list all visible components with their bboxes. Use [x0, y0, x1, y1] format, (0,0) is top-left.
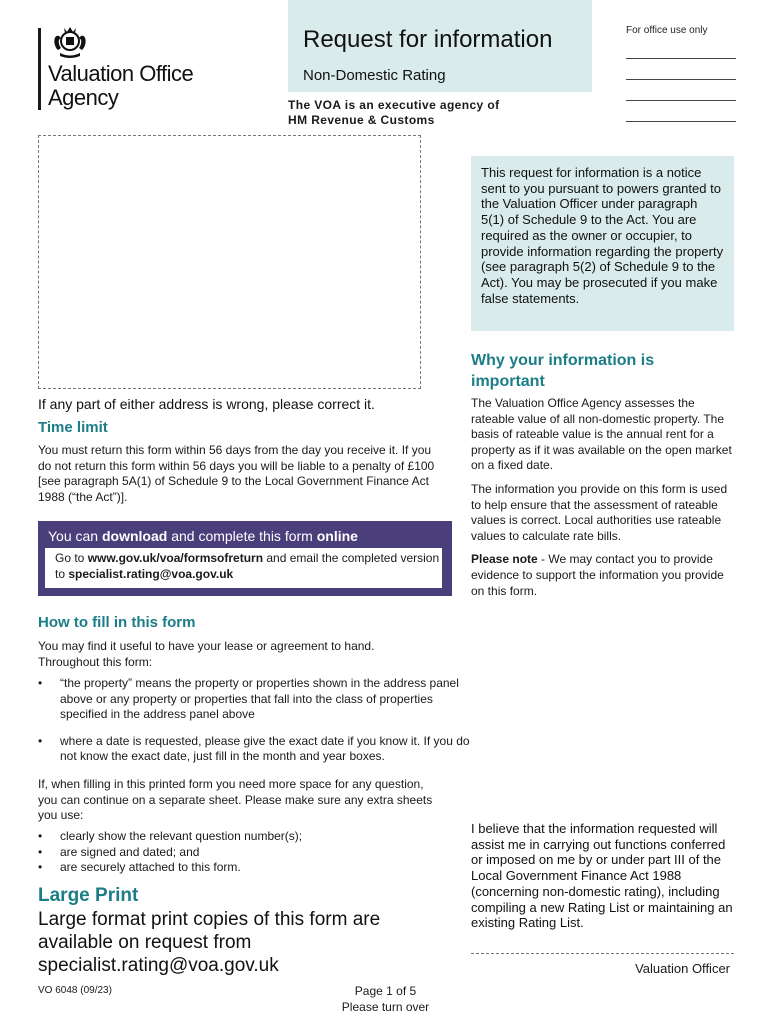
signatory-label: Valuation Officer	[635, 961, 730, 976]
online-download-panel	[38, 521, 452, 596]
voa-logo	[38, 22, 238, 112]
organisation-name-line2: Agency	[48, 85, 119, 110]
why-body	[471, 396, 733, 607]
online-heading-text: and complete this form	[167, 528, 317, 544]
extra-sheets-list	[38, 829, 438, 876]
how-to-intro: You may find it useful to have your lease or agreement to hand. Throughout this form:	[38, 639, 375, 669]
address-correction-text: If any part of either address is wrong, please correct it.	[38, 396, 375, 412]
page-indicator	[318, 983, 453, 1015]
why-paragraph: The Valuation Office Agency assesses the rateable value of all non-domestic property. The basis of rateable value is the annual rent for a property as if it was available on the open market on a fixed date.	[471, 396, 732, 473]
note-text: - We may contact you to provide evidence to support the information you provide on this form.	[471, 552, 724, 598]
email-link[interactable]: specialist.rating@voa.gov.uk	[68, 566, 234, 581]
time-limit-heading: Time limit	[38, 419, 108, 436]
royal-crest-icon	[50, 22, 90, 60]
list-item: • are signed and dated; and	[38, 845, 438, 861]
definitions-list	[38, 676, 473, 776]
why-paragraph: The information you provide on this form is used to help ensure that the assessment of rateable values is correct. Local authorities use rateable values to calculate rate bills.	[471, 481, 728, 543]
agency-statement	[288, 98, 500, 128]
form-title: Request for information	[303, 26, 553, 53]
agency-line2: HM Revenue & Customs	[288, 113, 435, 127]
belief-statement: I believe that the information requested will assist me in carrying out functions conferred or imposed on me by or under part III of the Local Government Finance Act 1988 (concerning non-domestic rating), including compiling a new Rating List or maintaining an existing Rating List.	[471, 821, 733, 931]
office-use-line[interactable]	[626, 58, 736, 59]
form-code: VO 6048 (09/23)	[38, 985, 112, 996]
online-instructions	[45, 548, 442, 588]
why-heading: Why your information is important	[471, 352, 655, 390]
why-note	[471, 552, 733, 599]
large-print-heading: Large Print	[38, 885, 139, 906]
organisation-name-line1: Valuation Office	[48, 61, 194, 86]
office-use-label: For office use only	[626, 25, 708, 36]
time-limit-text: You must return this form within 56 days from the day you receive it. If you do not return this form within 56 days you will be liable to a penalty of £100 [see paragraph 5A(1) of Schedule 9 to the Local Government Finance Act 1988 (“the Act”)].	[38, 443, 435, 504]
office-use-panel	[626, 25, 736, 122]
how-to-heading: How to fill in this form	[38, 614, 196, 631]
online-heading-download: download	[101, 528, 168, 544]
large-print-text: Large format print copies of this form are available on request from specialist.rating@voa.gov.uk	[38, 909, 381, 976]
list-item: • clearly show the relevant question number(s);	[38, 829, 438, 845]
online-heading-online: online	[316, 528, 358, 544]
agency-line1: The VOA is an executive agency of	[288, 98, 500, 112]
page-number: Page 1 of 5	[354, 984, 417, 998]
turn-over-text: Please turn over	[341, 1000, 430, 1014]
address-panel[interactable]	[38, 135, 421, 389]
organisation-name	[48, 62, 193, 110]
online-download-heading	[48, 528, 452, 544]
online-heading-text: You can	[48, 528, 102, 544]
email-text: and email the completed version to	[55, 551, 440, 581]
list-item: • “the property” means the property or properties shown in the address panel above or any property or properties that fall into the class of properties specified in the address panel above	[38, 676, 473, 723]
logo-bar	[38, 28, 41, 110]
office-use-line[interactable]	[626, 121, 736, 122]
signature-line[interactable]	[471, 953, 734, 954]
list-item: • are securely attached to this form.	[38, 860, 438, 876]
note-label: Please note	[471, 552, 538, 567]
title-panel	[288, 0, 592, 92]
office-use-line[interactable]	[626, 79, 736, 80]
goto-text: Go to	[55, 551, 88, 565]
forms-url-link[interactable]: www.gov.uk/voa/formsofreturn	[87, 551, 264, 565]
list-item: • where a date is requested, please give the exact date if you know it. If you do not know the exact date, just fill in the month and year boxes.	[38, 734, 473, 765]
extra-sheets-text: If, when filling in this printed form you need more space for any question, you can continue on a separate sheet. Please make sure any extra sheets you use:	[38, 777, 433, 823]
legal-notice-box: This request for information is a notice sent to you pursuant to powers granted to the Valuation Officer under paragraph 5(1) of Schedule 9 to the Act. You are required as the owner or occupier, to provide information regarding the property (see paragraph 5(2) of Schedule 9 to the Act). You may be prosecuted if you make false statements.	[471, 156, 734, 331]
office-use-line[interactable]	[626, 100, 736, 101]
form-subtitle: Non-Domestic Rating	[303, 67, 446, 84]
